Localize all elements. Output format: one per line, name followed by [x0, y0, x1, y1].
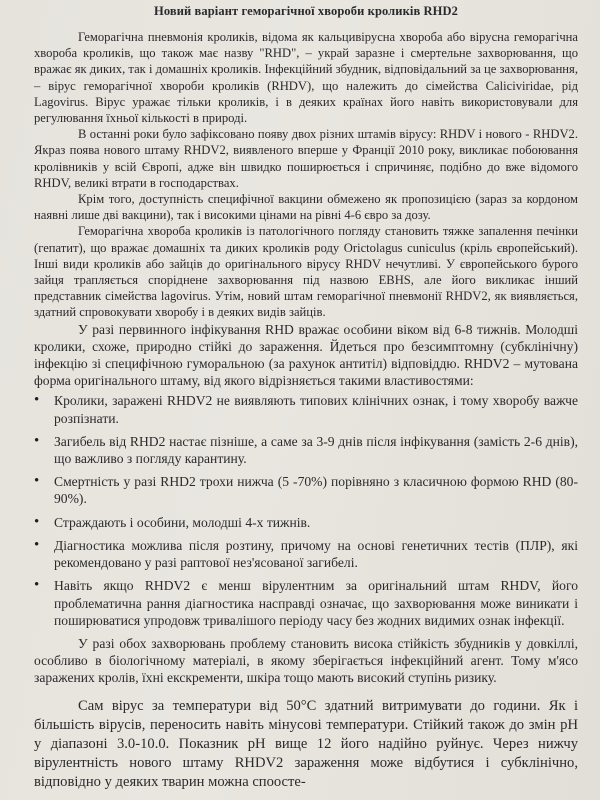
paragraph: Геморагічна пневмонія кроликів, відома як кальцивірусна хвороба або вірусна геморагічна хвороба кроликів, що також має назву "RHD", – украй заразне і смертельне захворювання, що вражає як диких, так і домашніх кроликів. Інфекційний збудник, відповідальний за це захворювання, – вірус геморагічної хвороби кроликів (RHDV), що належить до сімейства Caliciviridae, рід Lagovirus. Вірус уражає тільки кроликів, і в деяких країнах його навіть використовували для регулювання їхньої кількості в природі. — [34, 30, 578, 126]
document-title: Новий варіант геморагічної хвороби кроликів RHD2 — [154, 4, 458, 18]
bullet-list — [34, 392, 578, 628]
list-item: • Діагностика можлива після розтину, причому на основі генетичних тестів (ПЛР), які рекомендовано у разі раптової нез'ясованої загибелі. — [54, 537, 578, 571]
list-item: • Загибель від RHD2 настає пізніше, а саме за 3-9 днів після інфікування (замість 2-6 днів), що важливо з погляду карантину. — [54, 433, 578, 467]
paragraph: У разі обох захворювань проблему становить висока стійкість збудників у довкіллі, особливо в біологічному матеріалі, в якому зберігається інфекційний агент. Тому м'ясо заражених кролів, їхні екскременти, шкіра тощо мають високий ступінь ризику. — [34, 635, 578, 686]
paragraph: В останні роки було зафіксовано появу двох різних штамів вірусу: RHDV і нового - RHDV2. Якраз поява нового штаму RHDV2, виявленого вперше у Франції 2010 року, викликає побоювання кролівників у всій Європі, адже він швидко поширюється і спричиняє, подібно до вже відомого RHDV, великі втрати в господарствах. — [34, 127, 578, 190]
paragraph: Крім того, доступність специфічної вакцини обмежено як пропозицією (зараз за кордоном наявні лише дві вакцини), так і високими цінами на рівні 4-6 євро за дозу. — [34, 192, 578, 223]
list-item: • Навіть якщо RHDV2 є менш вірулентним за оригінальний штам RHDV, його проблематична рання діагностика насправді означає, що захворювання може виникати і поширюватися упродовж тривалішого періоду часу без жодних видимих ознак інфекції. — [54, 577, 578, 629]
paragraph: Сам вірус за температури від 50°С здатний витримувати до години. Як і більшість вірусів, переносить навіть мінусові температури. Стійкий також до змін pH у діапазоні 3.0-10.0. Показник pH вище 12 його надійно руйнує. Через нижчу вірулентність нового штаму RHDV2 зараження може відбутися і субклінічно, відповідно у деяких тварин можна споосте- — [34, 697, 578, 790]
list-item: • Страждають і особини, молодші 4-х тижнів. — [54, 514, 578, 531]
list-item: • Кролики, заражені RHDV2 не виявляють типових клінічних ознак, і тому хворобу важче розпізнати. — [54, 392, 578, 426]
list-item: • Смертність у разі RHD2 трохи нижча (5 -70%) порівняно з класичною формою RHD (80-90%). — [54, 473, 578, 507]
paragraph: У разі первинного інфікування RHD вражає особини віком від 6-8 тижнів. Молодші кролики, схоже, природно стійкі до зараження. Йдеться про безсимптомну (субклінічну) інфекцію зі специфічною гуморальною (за рахунок антитіл) відповіддю. RHDV2 – мутована форма оригінального штаму, від якого відрізняється такими властивостями: — [34, 321, 578, 389]
paragraph: Геморагічна хвороба кроликів із патологічного погляду становить тяжке запалення печінки (гепатит), що вражає домашніх та диких кроликів роду Orictolagus cuniculus (кріль європейський). Інші види кроликів або зайців до оригінального вірусу RHDV нечутливі. У європейського бурого зайця трапляється споріднене захворювання під назвою EBHS, але його викликає інший представник сімейства lagovirus. Утім, новий штам геморагічної пневмонії RHDV2, як виявляється, здатний спровокувати хворобу і в деяких видів зайців. — [34, 224, 578, 320]
paragraph-gap — [34, 687, 578, 697]
